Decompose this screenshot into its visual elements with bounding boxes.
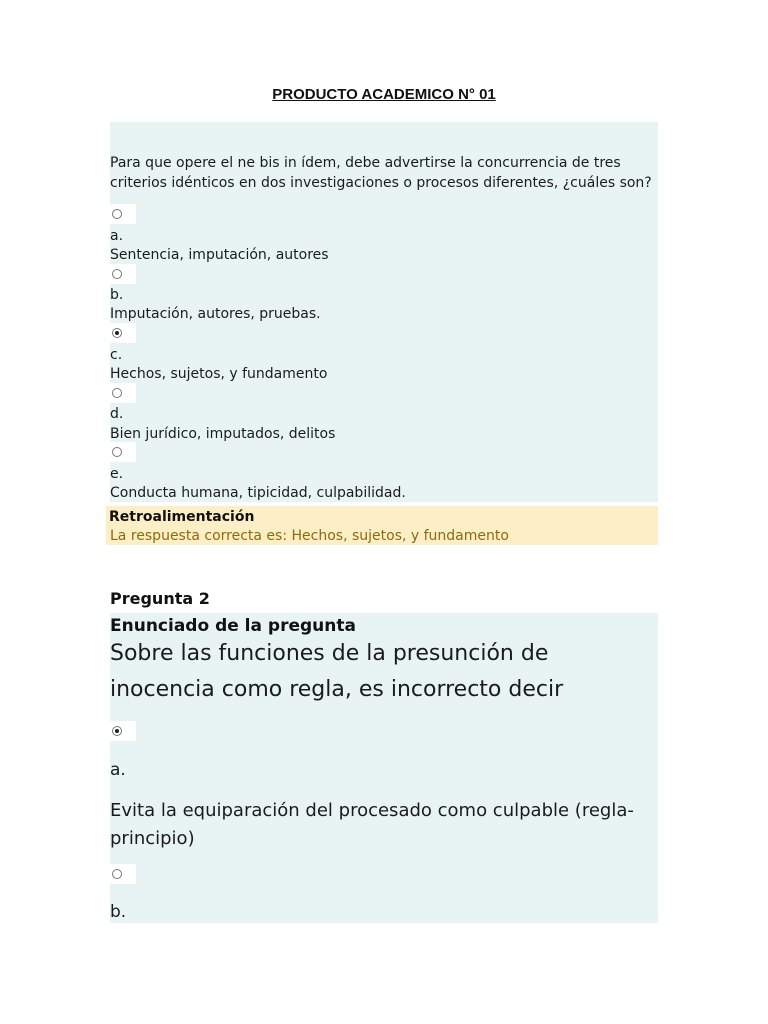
q2-option-a-text: Evita la equiparación del procesado como culpable (regla-principio) (110, 800, 634, 849)
option-a-letter: a. (110, 228, 124, 244)
option-c-letter: c. (110, 347, 123, 363)
option-d-radio[interactable] (110, 383, 136, 403)
option-c-radio[interactable] (110, 323, 136, 343)
option-e-radio[interactable] (110, 442, 136, 462)
option-d-letter: d. (110, 406, 124, 422)
feedback-text: La respuesta correcta es: Hechos, sujetos, y fundamento (110, 528, 509, 544)
question-2-text: Sobre las funciones de la presunción de inocencia como regla, es incorrecto decir (110, 641, 564, 702)
q2-option-b-radio[interactable] (110, 864, 136, 884)
option-e-letter: e. (110, 466, 124, 482)
option-e-text: Conducta humana, tipicidad, culpabilidad. (110, 485, 406, 501)
question-1-text: Para que opere el ne bis in ídem, debe advertirse la concurrencia de tres criterios idénticos en dos investigaciones o procesos diferentes, ¿cuáles son? (110, 155, 652, 191)
option-a-radio[interactable] (110, 204, 136, 224)
option-b-text: Imputación, autores, pruebas. (110, 306, 321, 322)
radio-icon (112, 869, 122, 879)
radio-icon (112, 269, 122, 279)
radio-icon (112, 447, 122, 457)
feedback-title: Retroalimentación (109, 509, 255, 525)
q2-option-a-radio[interactable] (110, 721, 136, 741)
q2-option-a-letter: a. (110, 760, 126, 780)
option-b-radio[interactable] (110, 264, 136, 284)
q2-option-b-letter: b. (110, 902, 127, 922)
radio-icon (112, 209, 122, 219)
question-2-subtitle: Enunciado de la pregunta (110, 616, 356, 636)
document-title: PRODUCTO ACADEMICO N° 01 (272, 86, 496, 103)
option-b-letter: b. (110, 287, 124, 303)
option-c-text: Hechos, sujetos, y fundamento (110, 366, 328, 382)
question-2-label: Pregunta 2 (110, 589, 210, 608)
radio-icon (112, 388, 122, 398)
radio-selected-icon (112, 726, 122, 736)
option-d-text: Bien jurídico, imputados, delitos (110, 426, 336, 442)
option-a-text: Sentencia, imputación, autores (110, 247, 329, 263)
radio-selected-icon (112, 328, 122, 338)
